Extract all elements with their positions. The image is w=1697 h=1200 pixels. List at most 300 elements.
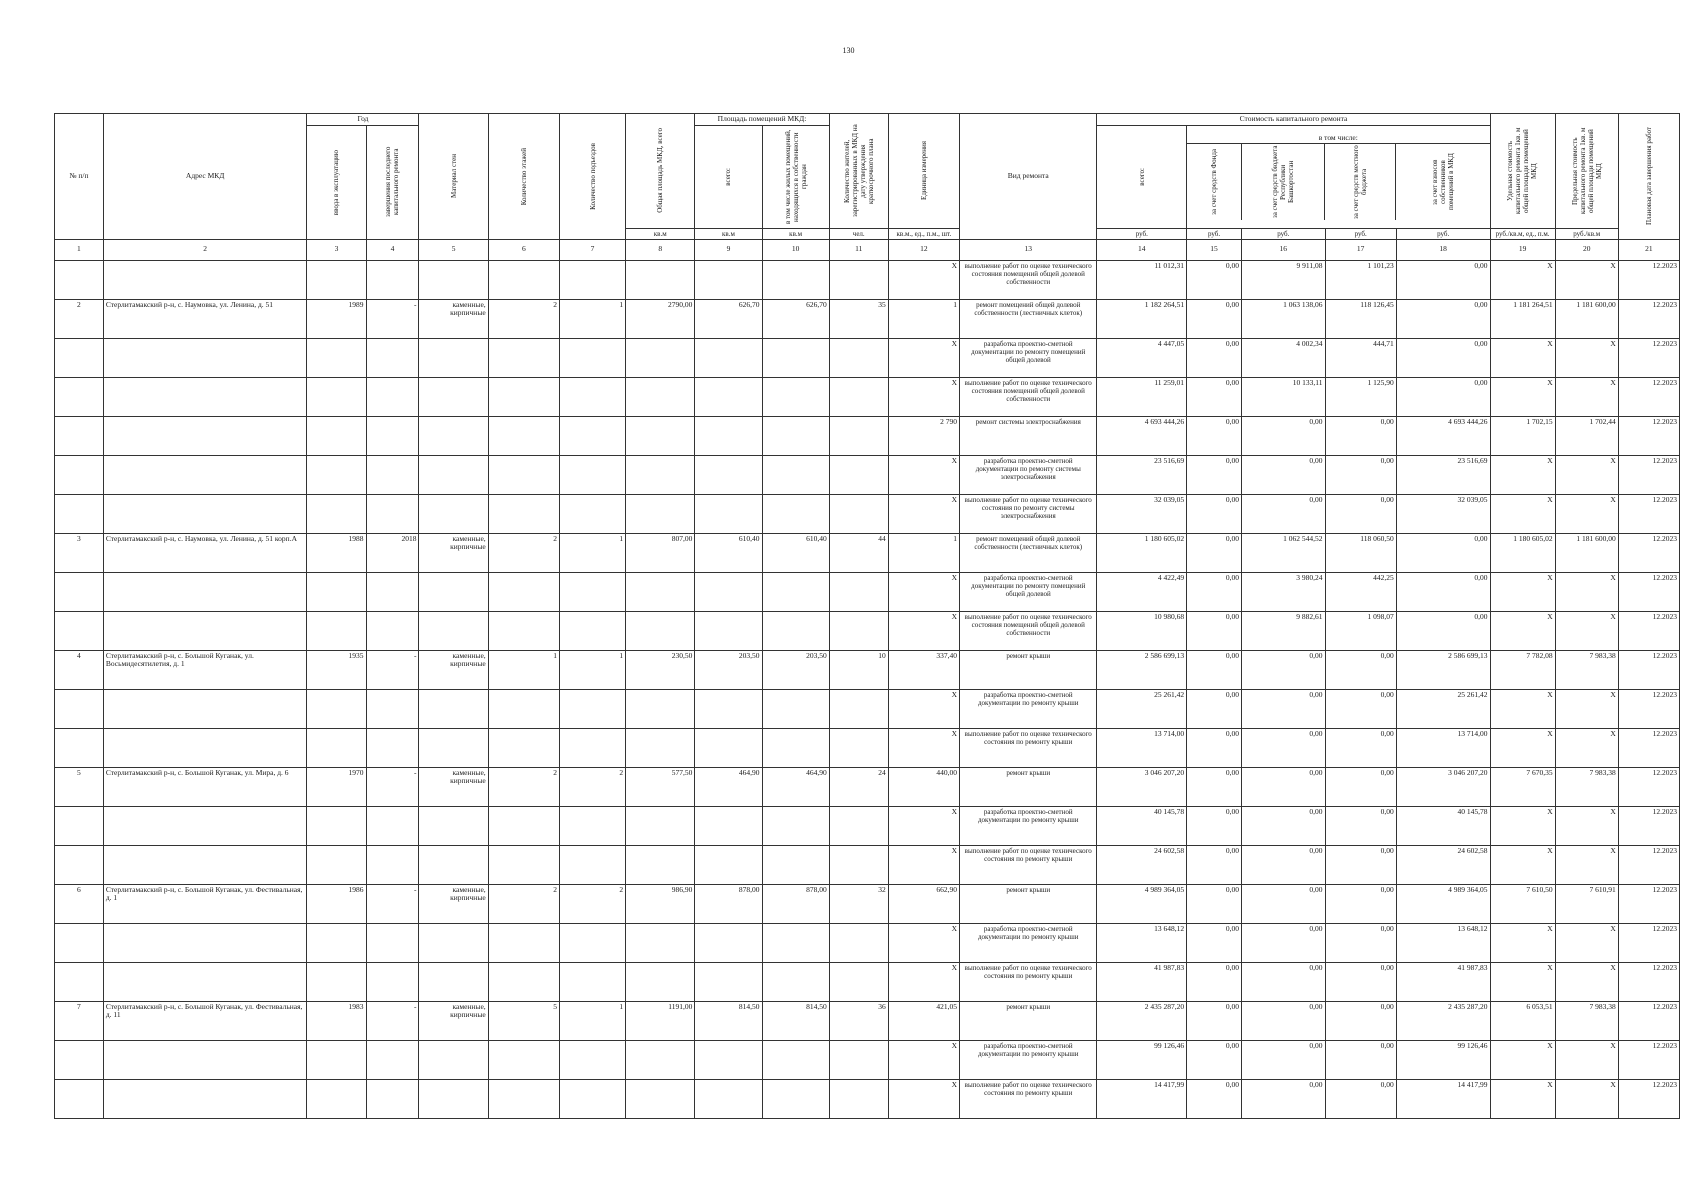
cost-republic-cell: 9 911,08	[1242, 260, 1325, 299]
unit-max: руб./кв.м	[1555, 228, 1618, 239]
floors-cell	[488, 1040, 559, 1079]
premises-residential-cell	[762, 494, 829, 533]
year-repair-cell	[366, 377, 419, 416]
row-number	[55, 728, 104, 767]
cost-local-cell: 0,00	[1325, 689, 1396, 728]
deadline-cell: 12.2023	[1618, 533, 1679, 572]
cost-total-cell: 4 989 364,05	[1097, 884, 1187, 923]
deadline-cell: 12.2023	[1618, 611, 1679, 650]
address-cell	[103, 1040, 307, 1079]
measure-unit-cell: 337,40	[888, 650, 959, 689]
table-row	[55, 572, 1680, 611]
address-cell	[103, 494, 307, 533]
max-cost-cell: 7 610,91	[1555, 884, 1618, 923]
table-row	[55, 923, 1680, 962]
cost-republic-cell: 0,00	[1242, 1001, 1325, 1040]
cost-owners-cell: 0,00	[1396, 377, 1490, 416]
max-cost-cell: 1 702,44	[1555, 416, 1618, 455]
entrances-cell	[559, 416, 625, 455]
total-area-cell: 577,50	[626, 767, 695, 806]
unit-rub: руб.	[1325, 228, 1396, 239]
cost-total-cell: 2 435 287,20	[1097, 1001, 1187, 1040]
residents-cell	[829, 494, 888, 533]
wall-material-cell: каменные, кирпичные	[419, 650, 488, 689]
residents-cell: 32	[829, 884, 888, 923]
total-area-cell: 2790,00	[626, 299, 695, 338]
floors-cell	[488, 845, 559, 884]
total-area-cell	[626, 689, 695, 728]
cost-republic-cell: 0,00	[1242, 494, 1325, 533]
entrances-cell: 1	[559, 1001, 625, 1040]
deadline-cell: 12.2023	[1618, 416, 1679, 455]
year-commission-cell	[307, 1079, 366, 1118]
specific-cost-cell: X	[1490, 455, 1555, 494]
premises-total-cell	[695, 689, 762, 728]
total-area-cell	[626, 260, 695, 299]
specific-cost-cell: 1 181 264,51	[1490, 299, 1555, 338]
repair-type-cell: выполнение работ по оценке технического состояния по ремонту крыши	[960, 962, 1097, 1001]
premises-residential-cell	[762, 962, 829, 1001]
premises-total-cell	[695, 962, 762, 1001]
specific-cost-cell: 1 702,15	[1490, 416, 1555, 455]
premises-residential-cell	[762, 728, 829, 767]
address-cell: Стерлитамакский р-н, с. Большой Куганак, ул. Мира, д. 6	[103, 767, 307, 806]
max-cost-cell: X	[1555, 689, 1618, 728]
cost-total-cell: 32 039,05	[1097, 494, 1187, 533]
premises-residential-cell: 464,90	[762, 767, 829, 806]
cost-local-cell: 0,00	[1325, 923, 1396, 962]
cost-republic-cell: 1 063 138,06	[1242, 299, 1325, 338]
address-cell: Стерлитамакский р-н, с. Наумовка, ул. Ленина, д. 51 корп.А	[103, 533, 307, 572]
entrances-cell	[559, 845, 625, 884]
cost-fund-cell: 0,00	[1187, 962, 1242, 1001]
max-cost-cell: 7 983,38	[1555, 1001, 1618, 1040]
cost-fund-cell: 0,00	[1187, 689, 1242, 728]
column-number: 8	[626, 239, 695, 260]
year-repair-cell	[366, 338, 419, 377]
address-cell	[103, 260, 307, 299]
total-area-cell	[626, 845, 695, 884]
column-number: 13	[960, 239, 1097, 260]
repair-type-cell: разработка проектно-сметной документации по ремонту крыши	[960, 689, 1097, 728]
cost-local-cell: 444,71	[1325, 338, 1396, 377]
column-number: 12	[888, 239, 959, 260]
entrances-cell: 1	[559, 299, 625, 338]
cost-fund-cell: 0,00	[1187, 338, 1242, 377]
table-row	[55, 377, 1680, 416]
deadline-cell: 12.2023	[1618, 923, 1679, 962]
wall-material-cell	[419, 611, 488, 650]
wall-material-cell: каменные, кирпичные	[419, 533, 488, 572]
column-number: 21	[1618, 239, 1679, 260]
specific-cost-cell: X	[1490, 845, 1555, 884]
floors-cell	[488, 338, 559, 377]
floors-cell: 2	[488, 299, 559, 338]
column-number: 14	[1097, 239, 1187, 260]
entrances-cell	[559, 260, 625, 299]
wall-material-cell	[419, 494, 488, 533]
floors-cell	[488, 572, 559, 611]
year-commission-cell	[307, 728, 366, 767]
cost-owners-cell: 2 586 699,13	[1396, 650, 1490, 689]
cost-local-cell: 442,25	[1325, 572, 1396, 611]
header-measure-unit: Единица измерения	[888, 114, 959, 229]
premises-residential-cell	[762, 611, 829, 650]
floors-cell	[488, 806, 559, 845]
cost-local-cell: 0,00	[1325, 494, 1396, 533]
total-area-cell	[626, 923, 695, 962]
residents-cell: 36	[829, 1001, 888, 1040]
total-area-cell	[626, 806, 695, 845]
cost-fund-cell: 0,00	[1187, 806, 1242, 845]
wall-material-cell	[419, 377, 488, 416]
premises-residential-cell	[762, 1040, 829, 1079]
premises-total-cell	[695, 455, 762, 494]
row-number: 5	[55, 767, 104, 806]
cost-fund-cell: 0,00	[1187, 299, 1242, 338]
premises-residential-cell: 203,50	[762, 650, 829, 689]
specific-cost-cell: 6 053,51	[1490, 1001, 1555, 1040]
header-year-last-repair: завершения последнего капитального ремонта	[366, 125, 419, 239]
year-commission-cell: 1983	[307, 1001, 366, 1040]
column-number: 2	[103, 239, 307, 260]
table-row	[55, 338, 1680, 377]
premises-total-cell	[695, 806, 762, 845]
wall-material-cell: каменные, кирпичные	[419, 299, 488, 338]
column-number: 6	[488, 239, 559, 260]
measure-unit-cell: X	[888, 494, 959, 533]
deadline-cell: 12.2023	[1618, 650, 1679, 689]
specific-cost-cell: X	[1490, 1079, 1555, 1118]
year-repair-cell	[366, 728, 419, 767]
repair-type-cell: разработка проектно-сметной документации по ремонту крыши	[960, 806, 1097, 845]
cost-fund-cell: 0,00	[1187, 494, 1242, 533]
residents-cell	[829, 923, 888, 962]
cost-fund-cell: 0,00	[1187, 845, 1242, 884]
deadline-cell: 12.2023	[1618, 377, 1679, 416]
specific-cost-cell: X	[1490, 572, 1555, 611]
measure-unit-cell: X	[888, 806, 959, 845]
address-cell: Стерлитамакский р-н, с. Большой Куганак, ул. Фестивальная, д. 1	[103, 884, 307, 923]
residents-cell	[829, 260, 888, 299]
entrances-cell	[559, 1040, 625, 1079]
row-number: 6	[55, 884, 104, 923]
floors-cell	[488, 923, 559, 962]
cost-owners-cell: 0,00	[1396, 572, 1490, 611]
cost-local-cell: 0,00	[1325, 728, 1396, 767]
measure-unit-cell: X	[888, 962, 959, 1001]
premises-total-cell	[695, 416, 762, 455]
wall-material-cell	[419, 572, 488, 611]
header-no: № п/п	[55, 114, 104, 240]
cost-republic-cell: 0,00	[1242, 650, 1325, 689]
premises-residential-cell	[762, 689, 829, 728]
max-cost-cell: X	[1555, 806, 1618, 845]
cost-republic-cell: 0,00	[1242, 1079, 1325, 1118]
total-area-cell	[626, 338, 695, 377]
cost-owners-cell: 41 987,83	[1396, 962, 1490, 1001]
total-area-cell	[626, 572, 695, 611]
table-row	[55, 494, 1680, 533]
address-cell	[103, 728, 307, 767]
column-number: 18	[1396, 239, 1490, 260]
row-number	[55, 455, 104, 494]
row-number	[55, 611, 104, 650]
cost-total-cell: 11 012,31	[1097, 260, 1187, 299]
address-cell: Стерлитамакский р-н, с. Наумовка, ул. Ленина, д. 51	[103, 299, 307, 338]
year-commission-cell	[307, 416, 366, 455]
residents-cell: 24	[829, 767, 888, 806]
entrances-cell	[559, 377, 625, 416]
address-cell	[103, 377, 307, 416]
cost-local-cell: 1 125,90	[1325, 377, 1396, 416]
floors-cell: 5	[488, 1001, 559, 1040]
column-number: 9	[695, 239, 762, 260]
year-commission-cell: 1935	[307, 650, 366, 689]
cost-fund-cell: 0,00	[1187, 611, 1242, 650]
wall-material-cell	[419, 962, 488, 1001]
entrances-cell	[559, 455, 625, 494]
measure-unit-cell: X	[888, 689, 959, 728]
max-cost-cell: X	[1555, 377, 1618, 416]
column-number: 20	[1555, 239, 1618, 260]
column-number: 4	[366, 239, 419, 260]
wall-material-cell	[419, 416, 488, 455]
cost-total-cell: 4 447,05	[1097, 338, 1187, 377]
column-numbers-row	[55, 239, 1680, 260]
table-row	[55, 728, 1680, 767]
year-repair-cell	[366, 1079, 419, 1118]
cost-republic-cell: 3 980,24	[1242, 572, 1325, 611]
repair-type-cell: ремонт крыши	[960, 767, 1097, 806]
row-number	[55, 260, 104, 299]
row-number	[55, 338, 104, 377]
row-number	[55, 572, 104, 611]
cost-republic-cell: 9 882,61	[1242, 611, 1325, 650]
column-number: 10	[762, 239, 829, 260]
repair-type-cell: выполнение работ по оценке технического состояния по ремонту крыши	[960, 728, 1097, 767]
max-cost-cell: 1 181 600,00	[1555, 533, 1618, 572]
entrances-cell	[559, 1079, 625, 1118]
residents-cell: 10	[829, 650, 888, 689]
cost-republic-cell: 0,00	[1242, 1040, 1325, 1079]
floors-cell	[488, 377, 559, 416]
unit-area: кв.м	[695, 228, 762, 239]
header-deadline: Плановая дата завершения работ	[1618, 114, 1679, 240]
row-number	[55, 416, 104, 455]
repair-type-cell: ремонт системы электроснабжения	[960, 416, 1097, 455]
repair-type-cell: выполнение работ по оценке технического состояния по ремонту системы электроснабжения	[960, 494, 1097, 533]
max-cost-cell: X	[1555, 611, 1618, 650]
entrances-cell: 1	[559, 650, 625, 689]
row-number: 3	[55, 533, 104, 572]
year-commission-cell	[307, 377, 366, 416]
cost-owners-cell: 0,00	[1396, 533, 1490, 572]
specific-cost-cell: X	[1490, 728, 1555, 767]
cost-owners-cell: 4 693 444,26	[1396, 416, 1490, 455]
premises-residential-cell	[762, 260, 829, 299]
deadline-cell: 12.2023	[1618, 962, 1679, 1001]
measure-unit-cell: X	[888, 1079, 959, 1118]
cost-owners-cell: 40 145,78	[1396, 806, 1490, 845]
repair-type-cell: ремонт крыши	[960, 1001, 1097, 1040]
max-cost-cell: X	[1555, 260, 1618, 299]
floors-cell	[488, 728, 559, 767]
cost-total-cell: 14 417,99	[1097, 1079, 1187, 1118]
cost-local-cell: 0,00	[1325, 1040, 1396, 1079]
residents-cell	[829, 611, 888, 650]
table-row	[55, 845, 1680, 884]
specific-cost-cell: X	[1490, 494, 1555, 533]
unit-area: кв.м	[762, 228, 829, 239]
residents-cell: 44	[829, 533, 888, 572]
cost-fund-cell: 0,00	[1187, 1001, 1242, 1040]
address-cell: Стерлитамакский р-н, с. Большой Куганак, ул. Восьмидесятилетия, д. 1	[103, 650, 307, 689]
residents-cell	[829, 962, 888, 1001]
max-cost-cell: X	[1555, 728, 1618, 767]
header-premises-total: всего:	[695, 125, 762, 228]
wall-material-cell	[419, 806, 488, 845]
header-premises-group: Площадь помещений МКД:	[695, 114, 829, 126]
wall-material-cell	[419, 338, 488, 377]
year-repair-cell	[366, 572, 419, 611]
max-cost-cell: X	[1555, 962, 1618, 1001]
header-repair-type: Вид ремонта	[960, 114, 1097, 240]
table-row	[55, 299, 1680, 338]
unit-measure: кв.м., ед., п.м., шт.	[888, 228, 959, 239]
header-including: в том числе: за счет средств Фонда за счет средств бюджета Республики Башкортостан за счет средств местного бюджета за счет взносов собственников помещений в МКД	[1187, 125, 1490, 228]
deadline-cell: 12.2023	[1618, 1040, 1679, 1079]
cost-local-cell: 0,00	[1325, 1079, 1396, 1118]
cost-fund-cell: 0,00	[1187, 650, 1242, 689]
cost-fund-cell: 0,00	[1187, 728, 1242, 767]
total-area-cell	[626, 1079, 695, 1118]
total-area-cell	[626, 611, 695, 650]
deadline-cell: 12.2023	[1618, 455, 1679, 494]
year-commission-cell: 1988	[307, 533, 366, 572]
max-cost-cell: 1 181 600,00	[1555, 299, 1618, 338]
measure-unit-cell: X	[888, 377, 959, 416]
wall-material-cell	[419, 260, 488, 299]
wall-material-cell: каменные, кирпичные	[419, 1001, 488, 1040]
header-entrances: Количество подъездов	[559, 114, 625, 240]
address-cell	[103, 845, 307, 884]
year-commission-cell	[307, 962, 366, 1001]
premises-residential-cell: 610,40	[762, 533, 829, 572]
cost-local-cell: 118 060,50	[1325, 533, 1396, 572]
deadline-cell: 12.2023	[1618, 845, 1679, 884]
header-year-group: Год	[307, 114, 419, 126]
floors-cell	[488, 260, 559, 299]
cost-owners-cell: 99 126,46	[1396, 1040, 1490, 1079]
cost-republic-cell: 4 002,34	[1242, 338, 1325, 377]
header-cost-total: всего:	[1097, 125, 1187, 228]
floors-cell: 2	[488, 767, 559, 806]
specific-cost-cell: X	[1490, 689, 1555, 728]
year-commission-cell: 1970	[307, 767, 366, 806]
header-cost-republic: за счет средств бюджета Республики Башкортостан	[1270, 145, 1296, 219]
year-repair-cell	[366, 611, 419, 650]
premises-residential-cell: 626,70	[762, 299, 829, 338]
floors-cell: 2	[488, 533, 559, 572]
entrances-cell	[559, 611, 625, 650]
cost-local-cell: 0,00	[1325, 962, 1396, 1001]
repair-type-cell: выполнение работ по оценке технического состояния по ремонту крыши	[960, 1079, 1097, 1118]
measure-unit-cell: 421,05	[888, 1001, 959, 1040]
header-cost-fund: за счет средств Фонда	[1210, 149, 1219, 216]
year-commission-cell	[307, 611, 366, 650]
cost-owners-cell: 0,00	[1396, 338, 1490, 377]
premises-residential-cell	[762, 338, 829, 377]
table-row	[55, 884, 1680, 923]
max-cost-cell: X	[1555, 1040, 1618, 1079]
address-cell	[103, 416, 307, 455]
unit-rub: руб.	[1242, 228, 1325, 239]
cost-total-cell: 13 648,12	[1097, 923, 1187, 962]
deadline-cell: 12.2023	[1618, 338, 1679, 377]
wall-material-cell: каменные, кирпичные	[419, 884, 488, 923]
repair-type-cell: разработка проектно-сметной документации по ремонту крыши	[960, 923, 1097, 962]
residents-cell: 35	[829, 299, 888, 338]
entrances-cell: 1	[559, 533, 625, 572]
deadline-cell: 12.2023	[1618, 884, 1679, 923]
floors-cell	[488, 611, 559, 650]
header-residents: Количество жителей, зарегистрированных в МКД на дату утверждения краткосрочного плана	[829, 114, 888, 229]
address-cell	[103, 572, 307, 611]
deadline-cell: 12.2023	[1618, 572, 1679, 611]
repair-type-cell: выполнение работ по оценке технического состояния помещений общей долевой собственности	[960, 611, 1097, 650]
total-area-cell	[626, 1040, 695, 1079]
floors-cell	[488, 689, 559, 728]
cost-republic-cell: 10 133,11	[1242, 377, 1325, 416]
residents-cell	[829, 416, 888, 455]
premises-total-cell	[695, 1040, 762, 1079]
entrances-cell	[559, 494, 625, 533]
deadline-cell: 12.2023	[1618, 260, 1679, 299]
entrances-cell	[559, 962, 625, 1001]
year-repair-cell: -	[366, 884, 419, 923]
entrances-cell	[559, 806, 625, 845]
specific-cost-cell: X	[1490, 806, 1555, 845]
table-row	[55, 260, 1680, 299]
cost-owners-cell: 0,00	[1396, 611, 1490, 650]
premises-residential-cell	[762, 923, 829, 962]
max-cost-cell: 7 983,38	[1555, 650, 1618, 689]
wall-material-cell	[419, 728, 488, 767]
specific-cost-cell: X	[1490, 962, 1555, 1001]
cost-total-cell: 25 261,42	[1097, 689, 1187, 728]
deadline-cell: 12.2023	[1618, 494, 1679, 533]
table-row	[55, 416, 1680, 455]
year-repair-cell	[366, 494, 419, 533]
year-repair-cell	[366, 260, 419, 299]
premises-total-cell: 610,40	[695, 533, 762, 572]
year-repair-cell	[366, 962, 419, 1001]
table-row	[55, 806, 1680, 845]
cost-republic-cell: 0,00	[1242, 689, 1325, 728]
entrances-cell	[559, 572, 625, 611]
premises-total-cell: 814,50	[695, 1001, 762, 1040]
repair-type-cell: ремонт крыши	[960, 650, 1097, 689]
premises-total-cell	[695, 845, 762, 884]
measure-unit-cell: X	[888, 845, 959, 884]
column-number: 7	[559, 239, 625, 260]
row-number	[55, 377, 104, 416]
year-repair-cell	[366, 923, 419, 962]
header-premises-residential: в том числе жилых помещений, находящихся в собственности граждан	[762, 125, 829, 228]
entrances-cell	[559, 338, 625, 377]
cost-fund-cell: 0,00	[1187, 884, 1242, 923]
